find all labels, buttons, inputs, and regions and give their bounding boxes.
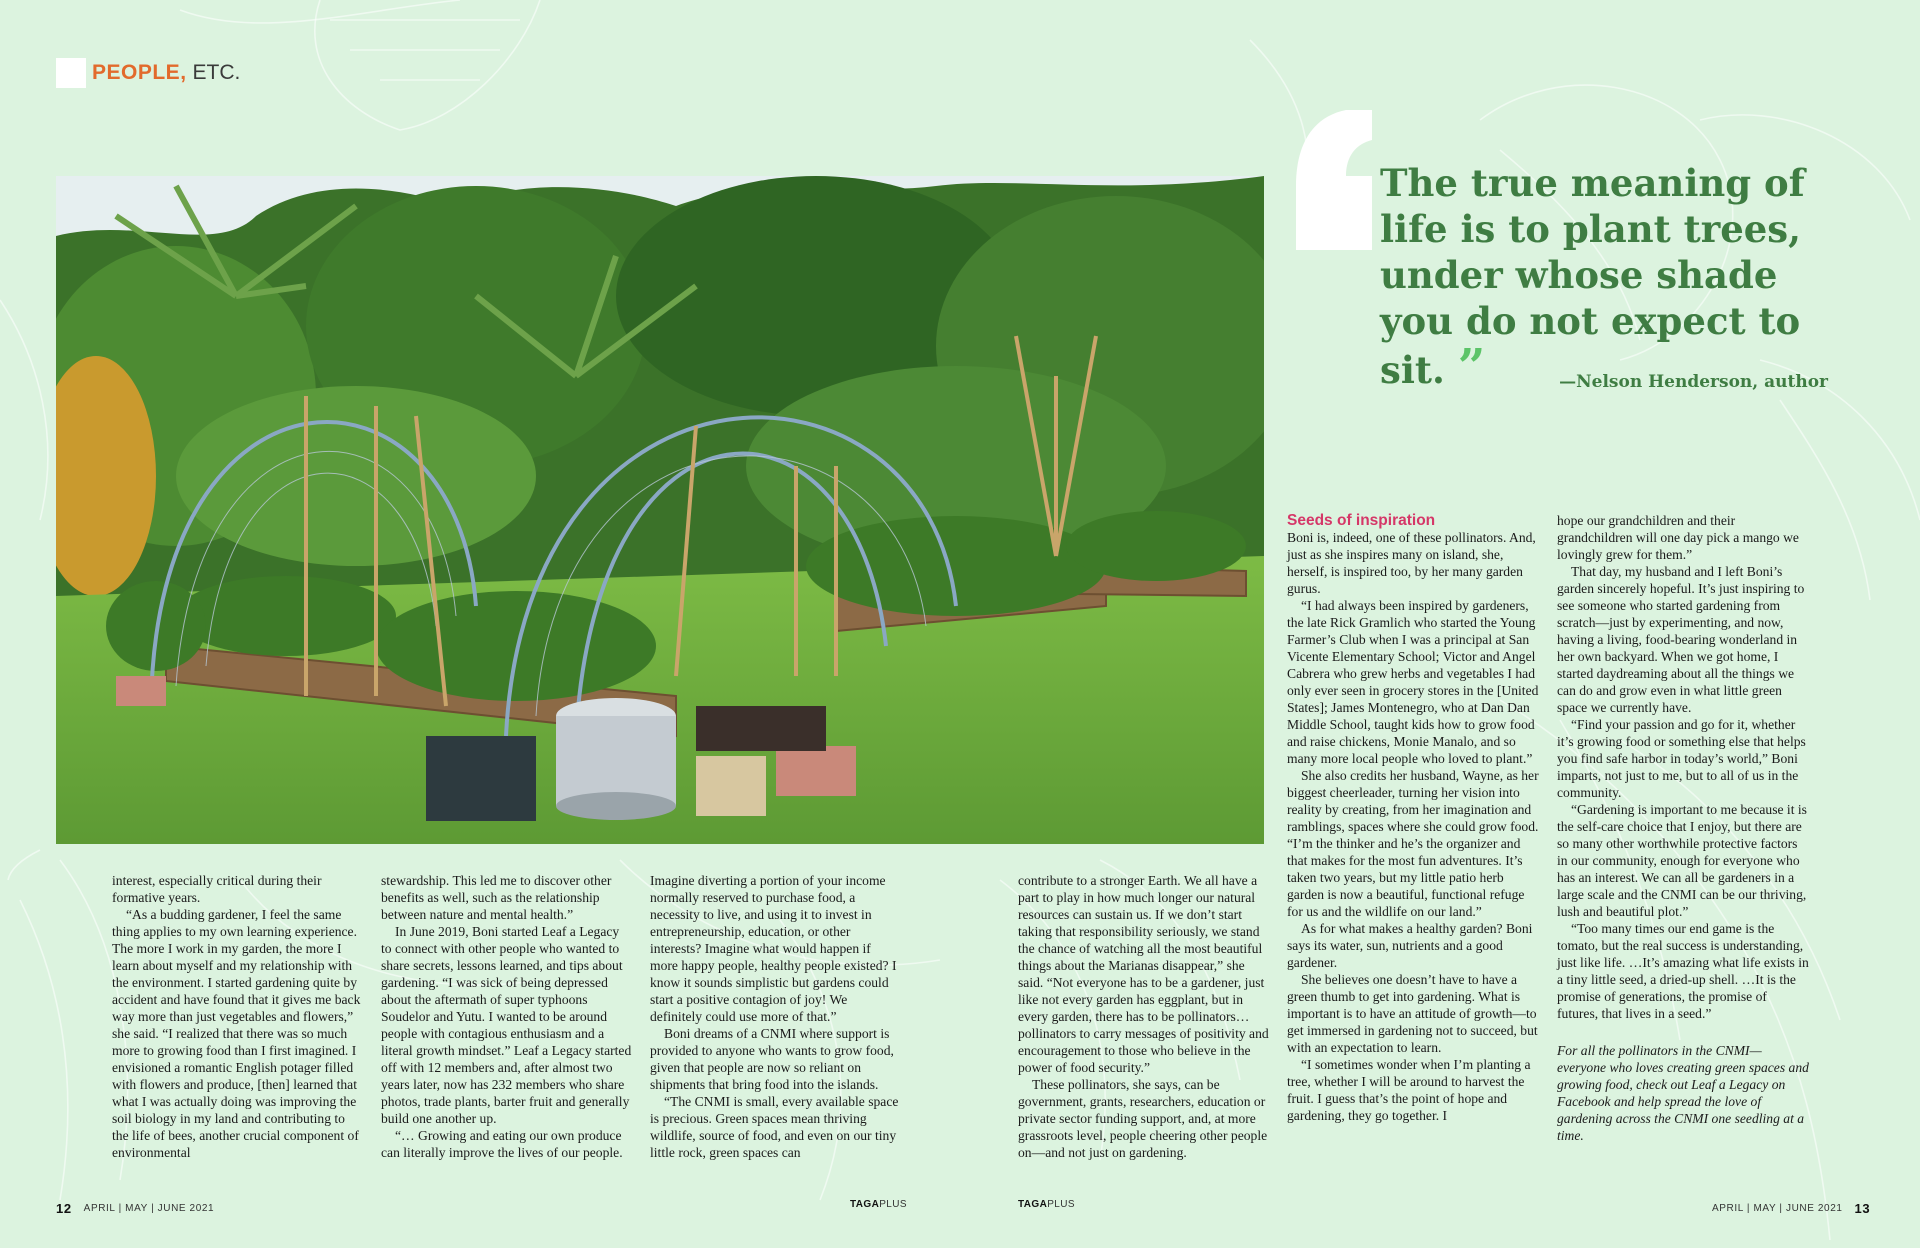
article-paragraph: She believes one doesn’t have to have a green thumb to get into gardening. What is important is to have an attitude of growth—to get immersed in gardening not to succeed, but with an expectation to learn. (1287, 972, 1538, 1055)
article-paragraph: These pollinators, she says, can be government, grants, researchers, education or private sector funding support, and, at more grassroots level, people cheering other people on—and not just on gardening. (1018, 1077, 1268, 1160)
article-paragraph: “I sometimes wonder when I’m planting a tree, whether I will be around to harvest the fruit. I guess that’s the point of hope and gardening, they go together. I (1287, 1057, 1531, 1123)
left-magazine-name (850, 1199, 907, 1210)
article-paragraph: stewardship. This led me to discover other benefits as well, such as the relationship between nature and mental health.” (381, 873, 612, 922)
article-column-4 (1018, 872, 1270, 1161)
right-page-number: 13 (1854, 1200, 1871, 1216)
close-quote-mark: ” (1457, 339, 1486, 395)
article-paragraph: interest, especially critical during their formative years. (112, 873, 322, 905)
magazine-name-rest: PLUS (879, 1199, 907, 1210)
article-paragraph: Imagine diverting a portion of your income normally reserved to purchase food, a necessity to live, and using it to invest in entrepreneurship, education, or other interests? Imagine what would happen if more happy people, healthy people existed? I know it sounds simplistic but gardens could start a positive contagion of joy! We definitely could use more of that.” (650, 873, 897, 1024)
section-square-marker (56, 58, 86, 88)
magazine-name-bold: TAGA (1018, 1199, 1048, 1210)
article-paragraph: “The CNMI is small, every available space is precious. Green spaces mean thriving wildlife, source of food, and even on our tiny little rock, green spaces can (650, 1094, 899, 1160)
article-paragraph: “I had always been inspired by gardeners, the late Rick Gramlich who started the Young Farmer’s Club when I was a principal at San Vicente Elementary School; Victor and Angel Cabrera who grew herbs and vegetables I had only ever seen in grocery stores in the [United States]; James Montenegro, who at Dan Dan Middle School, taught kids how to grow food and raise chickens, Monie Manalo, and so many more local people who loved to plant.” (1287, 598, 1539, 766)
article-paragraph: contribute to a stronger Earth. We all have a part to play in how much longer our natural resources can sustain us. If we don’t start taking that responsibility seriously, we stand the chance of watching all the most beautiful things about the Marianas disappear,” she said. “Not everyone has to be a gardener, just like not every garden has eggplant, but in every garden, there has to be pollinators…pollinators to carry messages of positivity and encouragement to those who believe in the power of food security.” (1018, 873, 1269, 1075)
pull-quote (1380, 160, 1840, 393)
subheading-seeds-of-inspiration: Seeds of inspiration (1287, 512, 1436, 529)
article-paragraph: “As a budding gardener, I feel the same thing applies to my own learning experience. The more I work in my garden, the more I learn about myself and my relationship with the environment. I started gardening quite by accident and have found that it gives me back way more than just vegetables and flowers,” she said. “I realized that there was so much more to growing food than I first imagined. I envisioned a romantic English potager filled with flowers and produce, [then] learned that what I was actually doing was improving the soil biology in my land and contributing to the life of bees, another crucial component of environmental (112, 907, 361, 1160)
garden-photo (56, 176, 1264, 844)
article-column-5 (1287, 512, 1539, 1124)
pull-quote-text: The true meaning of life is to plant trees, under whose shade you do not expect to sit. (1380, 161, 1805, 392)
article-paragraph: As for what makes a healthy garden? Boni says its water, sun, nutrients and a good gardener. (1287, 921, 1533, 970)
article-column-3 (650, 872, 902, 1161)
right-magazine-name (1018, 1199, 1075, 1210)
article-paragraph: “Find your passion and go for it, whether it’s growing food or something else that helps you find safe harbor in today’s world,” Boni imparts, not just to me, but to all of us in the community. (1557, 717, 1806, 800)
article-paragraph: hope our grandchildren and their grandchildren will one day pick a mango we lovingly grew for them.” (1557, 513, 1799, 562)
left-folio (56, 1200, 214, 1216)
section-label (56, 56, 240, 90)
magazine-name-bold: TAGA (850, 1199, 880, 1210)
article-paragraph: “… Growing and eating our own produce can literally improve the lives of our people. (381, 1128, 623, 1160)
section-keyword: PEOPLE, (92, 61, 187, 84)
article-paragraph: “Too many times our end game is the tomato, but the real success is understanding, just like life. …It’s amazing what life exists in a tiny little seed, a dried-up shell. …It is the promise of generations, the promise of futures, that lives in a seed.” (1557, 921, 1809, 1021)
article-column-2 (381, 872, 633, 1161)
article-paragraph: Boni is, indeed, one of these pollinators. And, just as she inspires many on island, she, herself, is inspired too, by her many garden gurus. (1287, 530, 1536, 596)
closing-note: For all the pollinators in the CNMI—everyone who loves creating green spaces and growing food, check out Leaf a Legacy on Facebook and help spread the love of gardening across the CNMI one seedling at a time. (1557, 1043, 1809, 1143)
left-page-number: 12 (56, 1200, 72, 1216)
left-issue-date: APRIL | MAY | JUNE 2021 (83, 1202, 215, 1214)
article-paragraph: “Gardening is important to me because it is the self-care choice that I enjoy, but there are so many other worthwhile protective factors in our community, enough for everyone who has an interest. We can all be gardeners in a large scale and the CNMI can be our thriving, lush and beautiful plot.” (1557, 802, 1807, 919)
open-quote-mark (1286, 110, 1376, 250)
article-paragraph: That day, my husband and I left Boni’s garden sincerely hopeful. It’s just inspiring to see someone who started gardening from scratch—just by experimenting, and now, having a living, food-bearing wonderland in her own backyard. When we got home, I started daydreaming about all the things we can do and grow even in what little green space we currently have. (1557, 564, 1805, 715)
quote-attribution: —Nelson Henderson, author (1559, 372, 1828, 392)
section-keyword-rest: ETC. (192, 61, 241, 84)
magazine-name-rest: PLUS (1047, 1199, 1075, 1210)
right-folio (1712, 1200, 1870, 1216)
article-paragraph: She also credits her husband, Wayne, as her biggest cheerleader, turning her vision into reality by creating, from her imagination and ramblings, spaces where she could grow food. “I’m the thinker and he’s the organizer and that makes for the most fun adventures. It’s taken two years, but my little patio herb garden is now a beautiful, functional refuge for us and the wildlife on our land.” (1287, 768, 1539, 919)
article-paragraph: In June 2019, Boni started Leaf a Legacy to connect with other people who wanted to share secrets, lessons learned, and tips about gardening. “I was sick of being depressed about the aftermath of super typhoons Soudelor and Yutu. I wanted to be around people with contagious enthusiasm and a literal growth mindset.” Leaf a Legacy started off with 12 members and, after almost two years later, now has 232 members who share photos, trade plants, barter fruit and generally build one another up. (381, 924, 632, 1126)
article-column-1 (112, 872, 364, 1161)
article-paragraph: Boni dreams of a CNMI where support is provided to anyone who wants to grow food, given that people are now so reliant on shipments that bring food into the islands. (650, 1026, 894, 1092)
right-issue-date: APRIL | MAY | JUNE 2021 (1712, 1202, 1843, 1214)
article-column-6 (1557, 512, 1809, 1144)
